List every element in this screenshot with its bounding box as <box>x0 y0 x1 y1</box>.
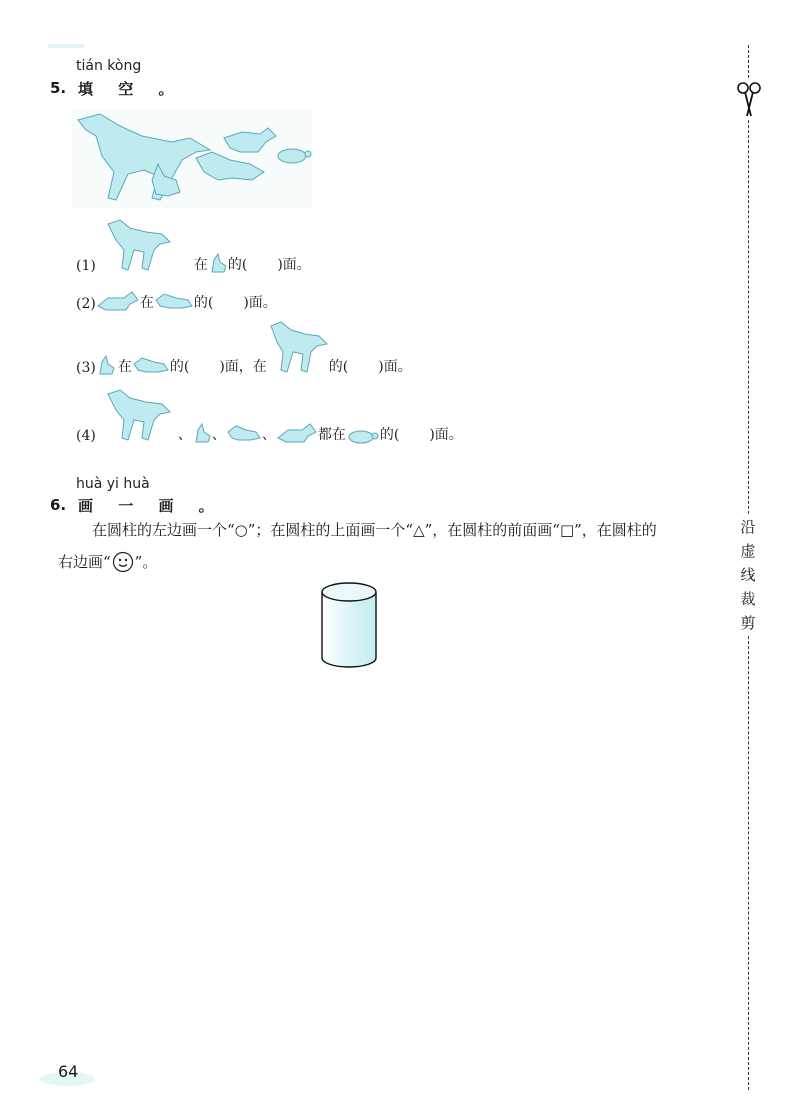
q5-item-4 <box>76 386 463 444</box>
q6-number: 6. <box>50 496 67 514</box>
horse-icon <box>267 318 329 376</box>
scissors-icon <box>736 80 762 120</box>
rabbit-icon <box>208 252 228 274</box>
q5-number: 5. <box>50 79 67 97</box>
separator: 、 <box>177 427 192 443</box>
q5-item-3 <box>76 318 412 376</box>
dog-icon <box>154 290 194 312</box>
item-label: (2) <box>76 296 96 312</box>
instruction-text: 右边画“ <box>58 553 111 571</box>
item-text: )面。 <box>378 359 412 375</box>
item-label: (1) <box>76 258 96 274</box>
cylinder-figure[interactable] <box>318 580 380 672</box>
instruction-line-2 <box>58 546 738 578</box>
q5-title: 填 空 。 <box>78 80 184 98</box>
horse-icon <box>104 386 174 444</box>
item-text: 的( <box>169 359 190 375</box>
dog-icon <box>132 354 170 376</box>
separator: 、 <box>261 427 276 443</box>
item-label: (3) <box>76 360 96 376</box>
q6-title: 画 一 画 。 <box>78 497 224 515</box>
item-text: )面，在 <box>219 359 267 375</box>
cat-icon <box>96 290 140 312</box>
cat-icon <box>276 422 318 444</box>
item-text: 在 <box>193 257 208 273</box>
cut-label: 沿虚线裁剪 <box>736 515 760 635</box>
item-text: 在 <box>117 359 132 375</box>
rabbit-icon <box>192 422 212 444</box>
item-text: 的( <box>227 257 248 273</box>
item-text: 的( <box>193 295 214 311</box>
item-label: (4) <box>76 428 96 444</box>
instruction-line-1: 在圆柱的左边画一个“○”；在圆柱的上面画一个“△”，在圆柱的前面画“□”，在圆柱的 <box>92 521 657 539</box>
header-mark <box>48 44 84 48</box>
item-text: 在 <box>139 295 154 311</box>
separator: 、 <box>211 427 226 443</box>
q6-instruction <box>58 514 738 578</box>
dog-icon <box>226 422 262 444</box>
item-text: 的( <box>328 359 349 375</box>
animals-running-illustration <box>72 108 312 208</box>
q5-item-2 <box>76 286 277 312</box>
page-number: 64 <box>58 1062 79 1081</box>
smiley-icon <box>112 551 134 573</box>
item-text: )面。 <box>429 427 463 443</box>
item-text: 都在 <box>317 427 346 443</box>
item-text: )面。 <box>277 257 311 273</box>
q5-item-1 <box>76 216 311 274</box>
item-text: )面。 <box>243 295 277 311</box>
turtle-icon <box>346 428 380 444</box>
instruction-text: ”。 <box>134 553 158 571</box>
item-text: 的( <box>379 427 400 443</box>
q6-pinyin: huà yi huà <box>76 476 150 492</box>
horse-icon <box>104 216 174 274</box>
rabbit-icon <box>96 354 118 376</box>
q5-pinyin: tián kòng <box>76 58 142 74</box>
